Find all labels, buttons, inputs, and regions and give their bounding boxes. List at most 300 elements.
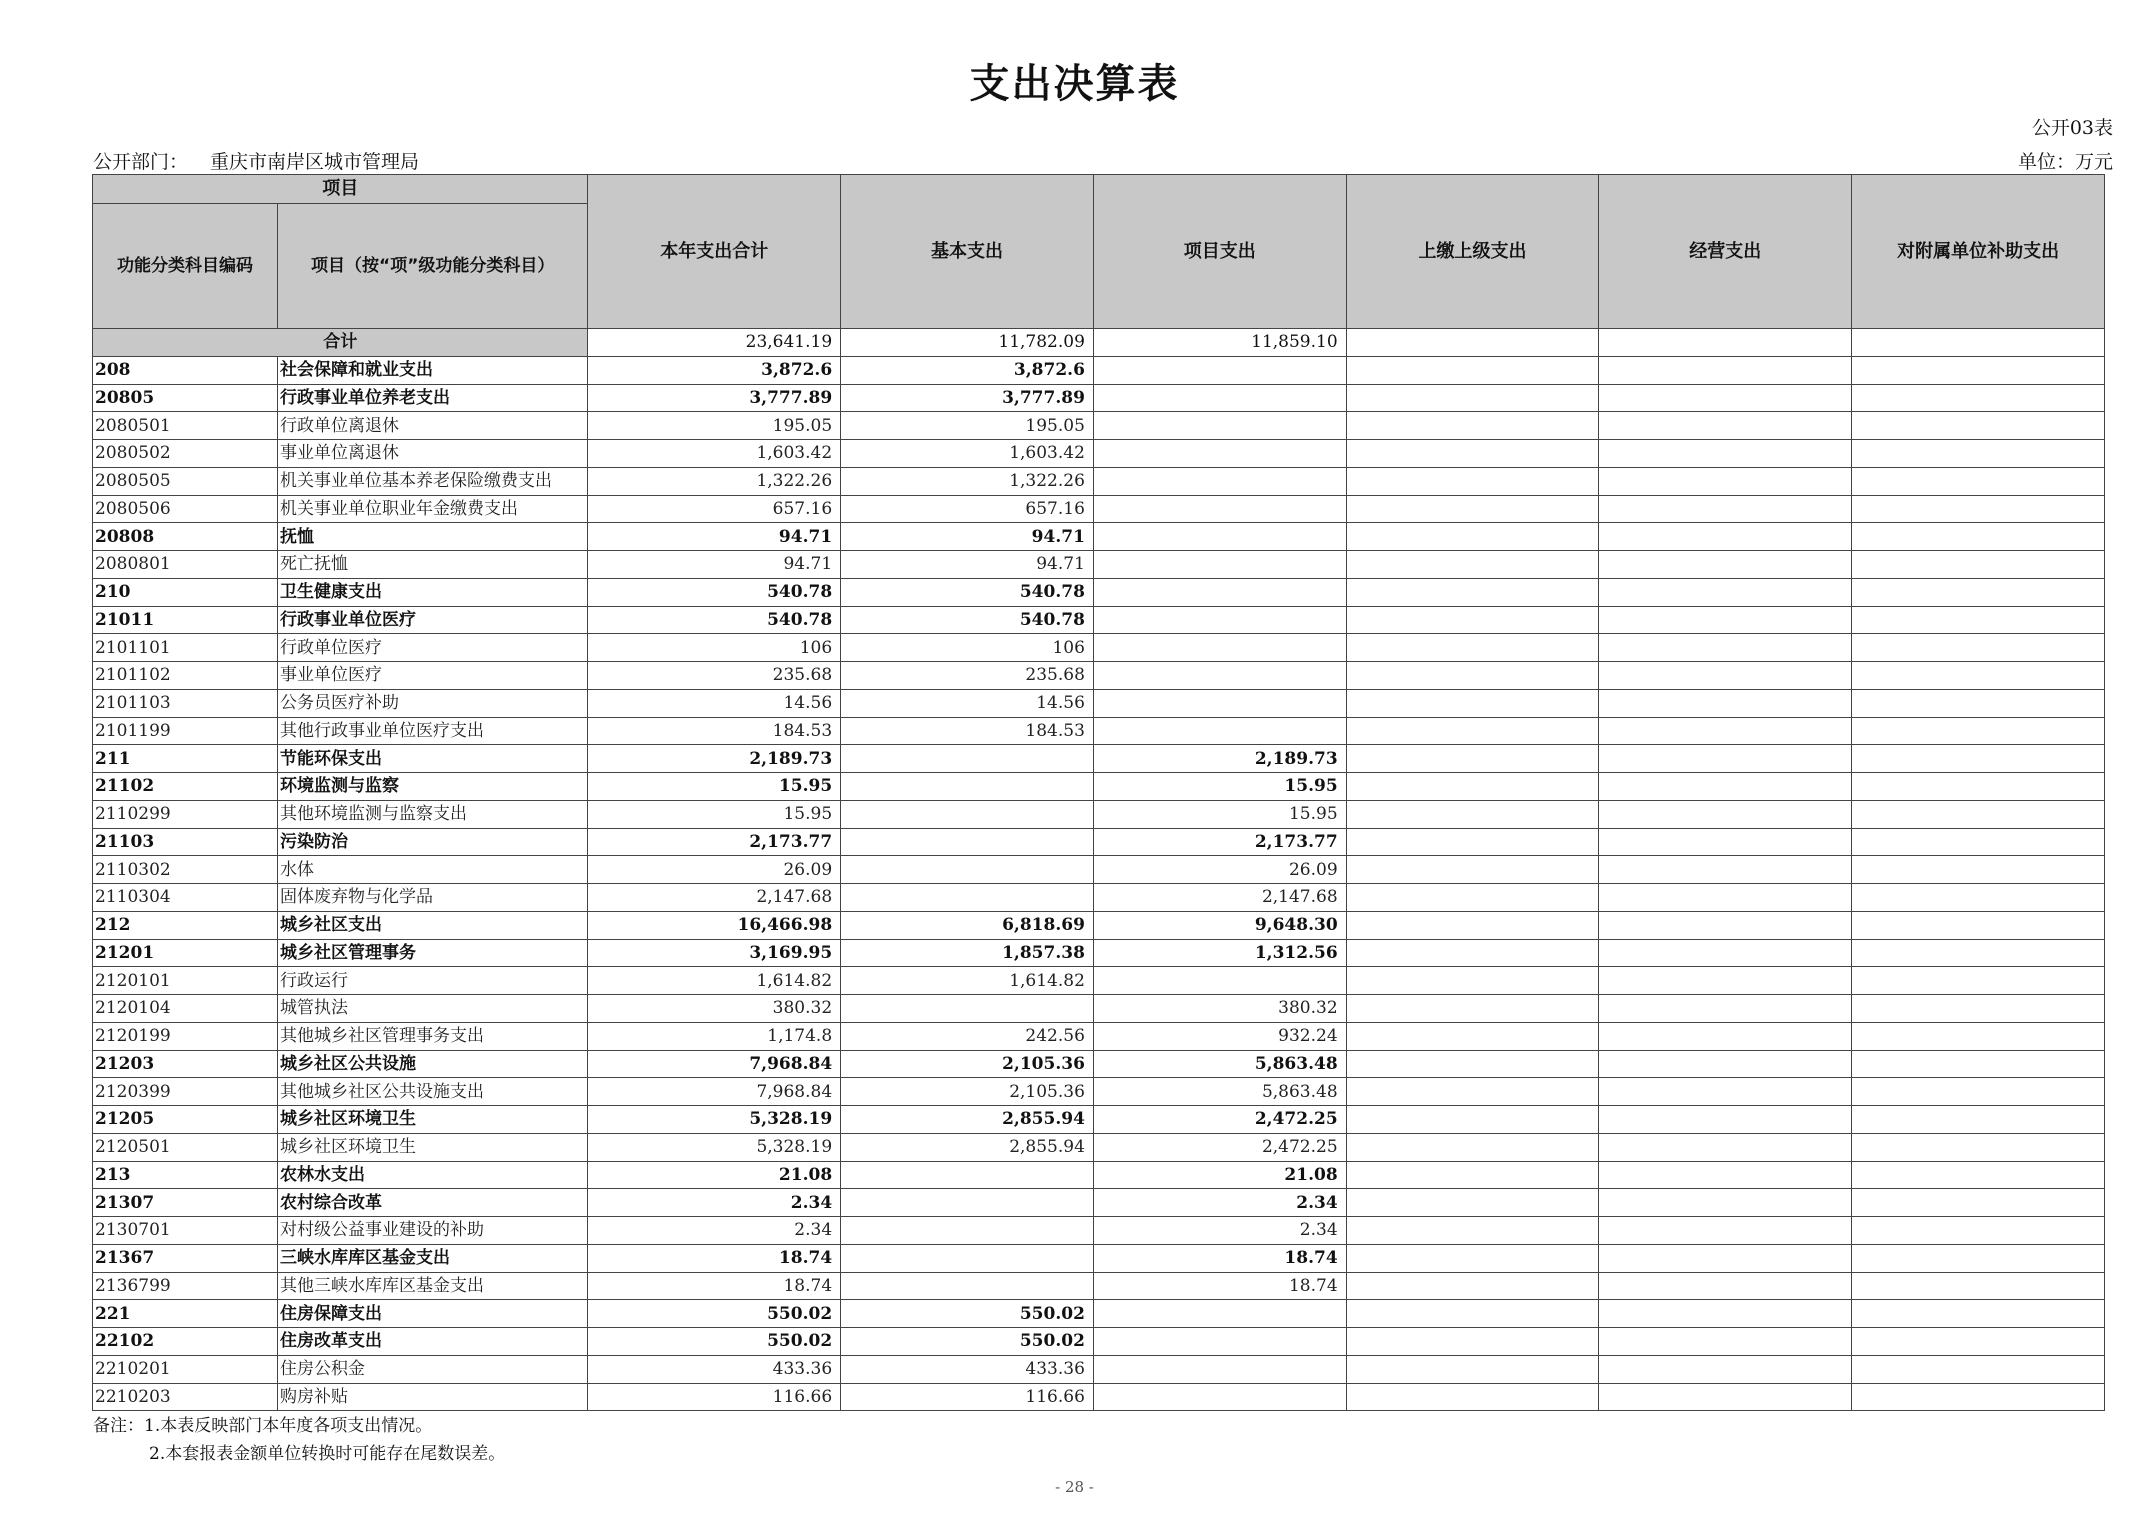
row-business — [1599, 884, 1852, 912]
row-basic: 3,777.89 — [841, 384, 1094, 412]
row-subsidy — [1852, 634, 2105, 662]
row-code: 2210201 — [93, 1355, 278, 1383]
row-project — [1093, 578, 1346, 606]
row-subsidy — [1852, 1300, 2105, 1328]
row-project: 2,472.25 — [1093, 1133, 1346, 1161]
row-total: 2,173.77 — [588, 828, 841, 856]
row-basic — [841, 745, 1094, 773]
row-subsidy — [1852, 662, 2105, 690]
row-total: 18.74 — [588, 1244, 841, 1272]
row-subsidy — [1852, 523, 2105, 551]
row-subsidy — [1852, 384, 2105, 412]
row-name: 农村综合改革 — [278, 1189, 588, 1217]
row-total: 5,328.19 — [588, 1106, 841, 1134]
row-subsidy — [1852, 606, 2105, 634]
row-upper — [1346, 1355, 1599, 1383]
row-business — [1599, 1189, 1852, 1217]
row-subsidy — [1852, 1244, 2105, 1272]
row-total: 1,174.8 — [588, 1022, 841, 1050]
table-row — [93, 1383, 2105, 1411]
row-project: 18.74 — [1093, 1272, 1346, 1300]
row-basic — [841, 1272, 1094, 1300]
row-project: 2,173.77 — [1093, 828, 1346, 856]
row-basic: 2,855.94 — [841, 1106, 1094, 1134]
row-code: 2130701 — [93, 1217, 278, 1245]
table-row — [93, 1272, 2105, 1300]
row-code: 2120104 — [93, 995, 278, 1023]
row-total: 380.32 — [588, 995, 841, 1023]
row-basic — [841, 1189, 1094, 1217]
row-basic: 540.78 — [841, 606, 1094, 634]
row-project — [1093, 606, 1346, 634]
table-row — [93, 1050, 2105, 1078]
table-row — [93, 773, 2105, 801]
row-code: 2120101 — [93, 967, 278, 995]
row-total: 184.53 — [588, 717, 841, 745]
row-name: 卫生健康支出 — [278, 578, 588, 606]
row-basic — [841, 1217, 1094, 1245]
header-upper: 上缴上级支出 — [1346, 175, 1599, 329]
row-upper — [1346, 717, 1599, 745]
row-code: 212 — [93, 911, 278, 939]
note-1: 备注：1.本表反映部门本年度各项支出情况。 — [93, 1416, 433, 1436]
row-business — [1599, 384, 1852, 412]
row-name: 社会保障和就业支出 — [278, 356, 588, 384]
row-total: 106 — [588, 634, 841, 662]
row-project — [1093, 662, 1346, 690]
row-name: 农林水支出 — [278, 1161, 588, 1189]
row-upper — [1346, 773, 1599, 801]
row-business — [1599, 606, 1852, 634]
row-basic: 3,872.6 — [841, 356, 1094, 384]
row-name: 城乡社区公共设施 — [278, 1050, 588, 1078]
row-subsidy — [1852, 551, 2105, 579]
row-project: 1,312.56 — [1093, 939, 1346, 967]
row-subsidy — [1852, 1050, 2105, 1078]
row-basic: 235.68 — [841, 662, 1094, 690]
table-row — [93, 356, 2105, 384]
table-row — [93, 1189, 2105, 1217]
row-code: 21367 — [93, 1244, 278, 1272]
header-basic: 基本支出 — [841, 175, 1094, 329]
row-name: 购房补贴 — [278, 1383, 588, 1411]
row-basic: 94.71 — [841, 523, 1094, 551]
row-code: 221 — [93, 1300, 278, 1328]
row-project: 2,147.68 — [1093, 884, 1346, 912]
row-project: 2,472.25 — [1093, 1106, 1346, 1134]
row-business — [1599, 1078, 1852, 1106]
table-row — [93, 800, 2105, 828]
total-label: 合计 — [93, 329, 588, 357]
row-subsidy — [1852, 1022, 2105, 1050]
department-name: 重庆市南岸区城市管理局 — [210, 151, 420, 173]
row-basic: 2,105.36 — [841, 1078, 1094, 1106]
row-business — [1599, 440, 1852, 468]
row-project — [1093, 384, 1346, 412]
row-basic: 242.56 — [841, 1022, 1094, 1050]
row-total: 5,328.19 — [588, 1133, 841, 1161]
row-upper — [1346, 495, 1599, 523]
row-total: 235.68 — [588, 662, 841, 690]
row-upper — [1346, 412, 1599, 440]
row-total: 94.71 — [588, 523, 841, 551]
row-subsidy — [1852, 1328, 2105, 1356]
row-name: 污染防治 — [278, 828, 588, 856]
row-project: 932.24 — [1093, 1022, 1346, 1050]
header-project: 项目支出 — [1093, 175, 1346, 329]
row-subsidy — [1852, 800, 2105, 828]
row-total: 21.08 — [588, 1161, 841, 1189]
row-basic: 2,855.94 — [841, 1133, 1094, 1161]
row-basic: 184.53 — [841, 717, 1094, 745]
row-upper — [1346, 1050, 1599, 1078]
row-subsidy — [1852, 578, 2105, 606]
total-upper — [1346, 329, 1599, 357]
row-project: 2,189.73 — [1093, 745, 1346, 773]
row-total: 2,189.73 — [588, 745, 841, 773]
row-code: 20808 — [93, 523, 278, 551]
table-row — [93, 606, 2105, 634]
row-total: 7,968.84 — [588, 1050, 841, 1078]
row-project — [1093, 1300, 1346, 1328]
row-total: 18.74 — [588, 1272, 841, 1300]
row-subsidy — [1852, 911, 2105, 939]
row-upper — [1346, 828, 1599, 856]
row-name: 对村级公益事业建设的补助 — [278, 1217, 588, 1245]
row-code: 21307 — [93, 1189, 278, 1217]
row-subsidy — [1852, 773, 2105, 801]
row-name: 行政运行 — [278, 967, 588, 995]
row-basic — [841, 856, 1094, 884]
table-row — [93, 1161, 2105, 1189]
table-row — [93, 440, 2105, 468]
row-name: 行政单位离退休 — [278, 412, 588, 440]
row-upper — [1346, 440, 1599, 468]
row-basic: 1,614.82 — [841, 967, 1094, 995]
row-name: 节能环保支出 — [278, 745, 588, 773]
table-row — [93, 1106, 2105, 1134]
row-subsidy — [1852, 856, 2105, 884]
row-business — [1599, 356, 1852, 384]
row-business — [1599, 662, 1852, 690]
table-row — [93, 578, 2105, 606]
row-total: 195.05 — [588, 412, 841, 440]
row-upper — [1346, 467, 1599, 495]
row-project — [1093, 551, 1346, 579]
row-name: 死亡抚恤 — [278, 551, 588, 579]
row-project — [1093, 440, 1346, 468]
row-upper — [1346, 995, 1599, 1023]
row-name: 城乡社区环境卫生 — [278, 1133, 588, 1161]
row-project — [1093, 1328, 1346, 1356]
row-basic: 2,105.36 — [841, 1050, 1094, 1078]
row-project: 21.08 — [1093, 1161, 1346, 1189]
expenditure-table — [92, 174, 2105, 1411]
row-basic: 14.56 — [841, 689, 1094, 717]
row-upper — [1346, 551, 1599, 579]
row-code: 2080801 — [93, 551, 278, 579]
row-name: 其他行政事业单位医疗支出 — [278, 717, 588, 745]
row-code: 2080506 — [93, 495, 278, 523]
row-subsidy — [1852, 939, 2105, 967]
row-upper — [1346, 1022, 1599, 1050]
header-business: 经营支出 — [1599, 175, 1852, 329]
row-project — [1093, 412, 1346, 440]
row-code: 211 — [93, 745, 278, 773]
row-project: 2.34 — [1093, 1189, 1346, 1217]
row-code: 2120199 — [93, 1022, 278, 1050]
row-basic: 1,857.38 — [841, 939, 1094, 967]
row-project: 18.74 — [1093, 1244, 1346, 1272]
row-project: 5,863.48 — [1093, 1078, 1346, 1106]
row-total: 14.56 — [588, 689, 841, 717]
row-business — [1599, 773, 1852, 801]
row-project — [1093, 1383, 1346, 1411]
row-name: 机关事业单位职业年金缴费支出 — [278, 495, 588, 523]
row-basic: 550.02 — [841, 1300, 1094, 1328]
row-business — [1599, 717, 1852, 745]
table-row — [93, 828, 2105, 856]
row-code: 2110299 — [93, 800, 278, 828]
row-subsidy — [1852, 1272, 2105, 1300]
row-basic: 94.71 — [841, 551, 1094, 579]
table-row — [93, 1244, 2105, 1272]
row-basic: 106 — [841, 634, 1094, 662]
row-project: 9,648.30 — [1093, 911, 1346, 939]
header-name: 项目（按“项”级功能分类科目） — [278, 204, 588, 329]
table-row — [93, 1078, 2105, 1106]
row-total: 1,322.26 — [588, 467, 841, 495]
row-total: 3,872.6 — [588, 356, 841, 384]
row-subsidy — [1852, 1189, 2105, 1217]
row-name: 住房改革支出 — [278, 1328, 588, 1356]
row-business — [1599, 995, 1852, 1023]
row-subsidy — [1852, 356, 2105, 384]
row-name: 环境监测与监察 — [278, 773, 588, 801]
row-basic: 657.16 — [841, 495, 1094, 523]
row-total: 540.78 — [588, 578, 841, 606]
row-total: 3,777.89 — [588, 384, 841, 412]
table-row — [93, 745, 2105, 773]
row-business — [1599, 689, 1852, 717]
row-code: 21205 — [93, 1106, 278, 1134]
row-code: 2101102 — [93, 662, 278, 690]
row-upper — [1346, 662, 1599, 690]
row-name: 城乡社区管理事务 — [278, 939, 588, 967]
row-code: 2110302 — [93, 856, 278, 884]
row-basic — [841, 828, 1094, 856]
row-total: 2.34 — [588, 1217, 841, 1245]
row-code: 208 — [93, 356, 278, 384]
row-code: 2120399 — [93, 1078, 278, 1106]
row-total: 657.16 — [588, 495, 841, 523]
row-code: 2080501 — [93, 412, 278, 440]
row-subsidy — [1852, 1383, 2105, 1411]
table-row — [93, 884, 2105, 912]
row-project — [1093, 1355, 1346, 1383]
row-upper — [1346, 1300, 1599, 1328]
row-total: 2.34 — [588, 1189, 841, 1217]
row-subsidy — [1852, 828, 2105, 856]
row-business — [1599, 911, 1852, 939]
table-row — [93, 412, 2105, 440]
row-name: 其他三峡水库库区基金支出 — [278, 1272, 588, 1300]
row-code: 21103 — [93, 828, 278, 856]
table-row — [93, 967, 2105, 995]
page-number: - 28 - — [1055, 1478, 1094, 1496]
row-project: 26.09 — [1093, 856, 1346, 884]
row-business — [1599, 939, 1852, 967]
total-total: 23,641.19 — [588, 329, 841, 357]
row-code: 213 — [93, 1161, 278, 1189]
row-business — [1599, 412, 1852, 440]
row-name: 城管执法 — [278, 995, 588, 1023]
row-upper — [1346, 967, 1599, 995]
row-name: 事业单位离退休 — [278, 440, 588, 468]
row-name: 抚恤 — [278, 523, 588, 551]
row-total: 3,169.95 — [588, 939, 841, 967]
header-total: 本年支出合计 — [588, 175, 841, 329]
row-total: 433.36 — [588, 1355, 841, 1383]
total-basic: 11,782.09 — [841, 329, 1094, 357]
row-upper — [1346, 1161, 1599, 1189]
row-subsidy — [1852, 1161, 2105, 1189]
row-subsidy — [1852, 717, 2105, 745]
row-business — [1599, 634, 1852, 662]
row-business — [1599, 467, 1852, 495]
table-row — [93, 1022, 2105, 1050]
row-business — [1599, 967, 1852, 995]
row-name: 机关事业单位基本养老保险缴费支出 — [278, 467, 588, 495]
row-upper — [1346, 911, 1599, 939]
row-business — [1599, 1355, 1852, 1383]
table-number: 公开03表 — [2031, 117, 2113, 139]
row-code: 2101101 — [93, 634, 278, 662]
row-basic: 1,322.26 — [841, 467, 1094, 495]
row-code: 21011 — [93, 606, 278, 634]
total-project: 11,859.10 — [1093, 329, 1346, 357]
row-business — [1599, 1161, 1852, 1189]
row-upper — [1346, 634, 1599, 662]
row-basic: 1,603.42 — [841, 440, 1094, 468]
row-basic: 116.66 — [841, 1383, 1094, 1411]
row-code: 2136799 — [93, 1272, 278, 1300]
row-upper — [1346, 1106, 1599, 1134]
row-name: 城乡社区环境卫生 — [278, 1106, 588, 1134]
row-business — [1599, 1022, 1852, 1050]
row-upper — [1346, 1244, 1599, 1272]
row-project — [1093, 689, 1346, 717]
row-total: 540.78 — [588, 606, 841, 634]
row-basic — [841, 800, 1094, 828]
row-subsidy — [1852, 1355, 2105, 1383]
row-subsidy — [1852, 995, 2105, 1023]
row-business — [1599, 1106, 1852, 1134]
row-business — [1599, 495, 1852, 523]
row-business — [1599, 551, 1852, 579]
table-row — [93, 551, 2105, 579]
row-project: 2.34 — [1093, 1217, 1346, 1245]
row-total: 116.66 — [588, 1383, 841, 1411]
row-upper — [1346, 1189, 1599, 1217]
row-name: 城乡社区支出 — [278, 911, 588, 939]
row-code: 2120501 — [93, 1133, 278, 1161]
row-business — [1599, 1383, 1852, 1411]
row-code: 2080505 — [93, 467, 278, 495]
department — [93, 147, 419, 174]
row-upper — [1346, 1272, 1599, 1300]
row-basic: 540.78 — [841, 578, 1094, 606]
row-code: 2101199 — [93, 717, 278, 745]
row-business — [1599, 1050, 1852, 1078]
row-project: 380.32 — [1093, 995, 1346, 1023]
row-code: 2101103 — [93, 689, 278, 717]
row-name: 公务员医疗补助 — [278, 689, 588, 717]
row-upper — [1346, 800, 1599, 828]
row-business — [1599, 856, 1852, 884]
row-total: 1,614.82 — [588, 967, 841, 995]
row-total: 2,147.68 — [588, 884, 841, 912]
row-name: 住房公积金 — [278, 1355, 588, 1383]
table-row — [93, 939, 2105, 967]
table-row — [93, 495, 2105, 523]
row-project — [1093, 717, 1346, 745]
row-upper — [1346, 606, 1599, 634]
row-project — [1093, 356, 1346, 384]
row-total: 550.02 — [588, 1300, 841, 1328]
row-total: 94.71 — [588, 551, 841, 579]
table-row — [93, 856, 2105, 884]
row-subsidy — [1852, 440, 2105, 468]
unit-label: 单位：万元 — [2017, 151, 2113, 173]
table-row — [93, 1355, 2105, 1383]
row-name: 其他城乡社区管理事务支出 — [278, 1022, 588, 1050]
total-business — [1599, 329, 1852, 357]
row-subsidy — [1852, 967, 2105, 995]
row-project: 15.95 — [1093, 773, 1346, 801]
row-project — [1093, 967, 1346, 995]
table-row — [93, 995, 2105, 1023]
department-label: 公开部门： — [93, 151, 189, 173]
row-name: 水体 — [278, 856, 588, 884]
table-row — [93, 1133, 2105, 1161]
row-project: 15.95 — [1093, 800, 1346, 828]
row-basic: 195.05 — [841, 412, 1094, 440]
row-upper — [1346, 356, 1599, 384]
row-name: 行政单位医疗 — [278, 634, 588, 662]
row-basic: 550.02 — [841, 1328, 1094, 1356]
page-title: 支出决算表 — [969, 61, 1180, 107]
row-business — [1599, 745, 1852, 773]
row-basic: 6,818.69 — [841, 911, 1094, 939]
row-code: 2080502 — [93, 440, 278, 468]
table-row — [93, 634, 2105, 662]
row-project — [1093, 634, 1346, 662]
row-upper — [1346, 856, 1599, 884]
row-business — [1599, 578, 1852, 606]
row-name: 其他城乡社区公共设施支出 — [278, 1078, 588, 1106]
row-basic — [841, 773, 1094, 801]
row-subsidy — [1852, 689, 2105, 717]
row-upper — [1346, 1133, 1599, 1161]
row-subsidy — [1852, 745, 2105, 773]
table-row — [93, 1328, 2105, 1356]
total-row — [93, 329, 2105, 357]
row-name: 三峡水库库区基金支出 — [278, 1244, 588, 1272]
table-row — [93, 717, 2105, 745]
row-business — [1599, 1217, 1852, 1245]
row-name: 住房保障支出 — [278, 1300, 588, 1328]
